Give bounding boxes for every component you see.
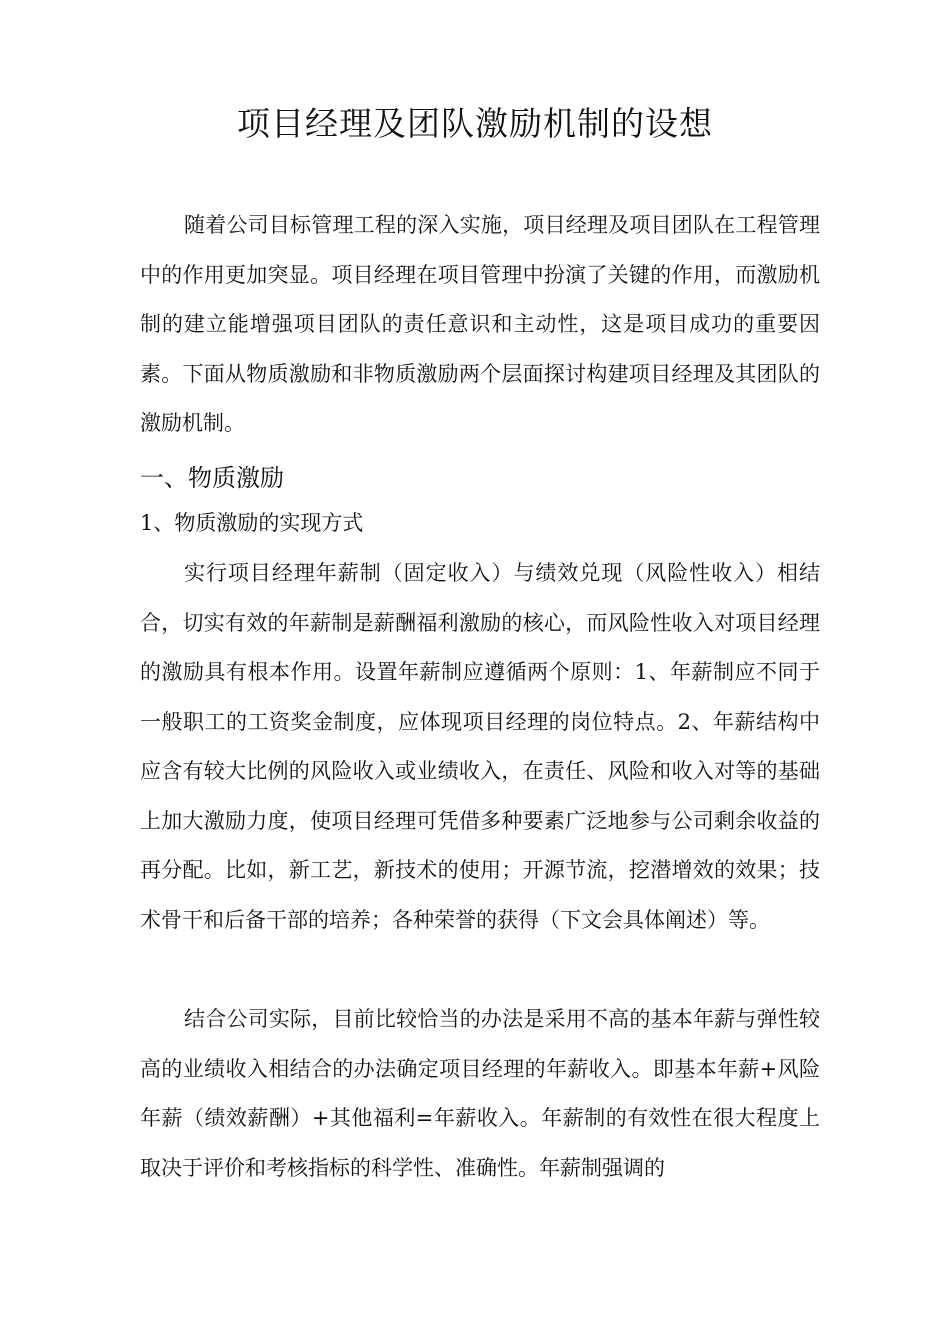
document-title: 项目经理及团队激励机制的设想 bbox=[237, 104, 713, 143]
intro-paragraph: 随着公司目标管理工程的深入实施，项目经理及项目团队在工程管理中的作用更加突显。项目经理在项目管理中扮演了关键的作用，而激励机制的建立能增强项目团队的责任意识和主动性，这是项目成功的重要因素。下面从物质激励和非物质激励两个层面探讨构建项目经理及其团队的激励机制。 bbox=[140, 213, 820, 435]
body-paragraph: 实行项目经理年薪制（固定收入）与绩效兑现（风险性收入）相结合，切实有效的年薪制是薪酬福利激励的核心，而风险性收入对项目经理的激励具有根本作用。设置年薪制应遵循两个原则：1、年薪制应不同于一般职工的工资奖金制度，应体现项目经理的岗位特点。2、年薪结构中应含有较大比例的风险收入或业绩收入，在责任、风险和收入对等的基础上加大激励力度，使项目经理可凭借多种要素广泛地参与公司剩余收益的再分配。比如，新工艺，新技术的使用；开源节流，挖潜增效的效果；技术骨干和后备干部的培养；各种荣誉的获得（下文会具体阐述）等。 bbox=[140, 561, 820, 932]
subsection-heading: 1、物质激励的实现方式 bbox=[140, 511, 364, 535]
section-heading: 一、物质激励 bbox=[140, 464, 284, 492]
body-paragraph: 结合公司实际，目前比较恰当的办法是采用不高的基本年薪与弹性较高的业绩收入相结合的办法确定项目经理的年薪收入。即基本年薪+风险年薪（绩效薪酬）+其他福利=年薪收入。年薪制的有效性在很大程度上取决于评价和考核指标的科学性、准确性。年薪制强调的 bbox=[140, 1007, 820, 1180]
